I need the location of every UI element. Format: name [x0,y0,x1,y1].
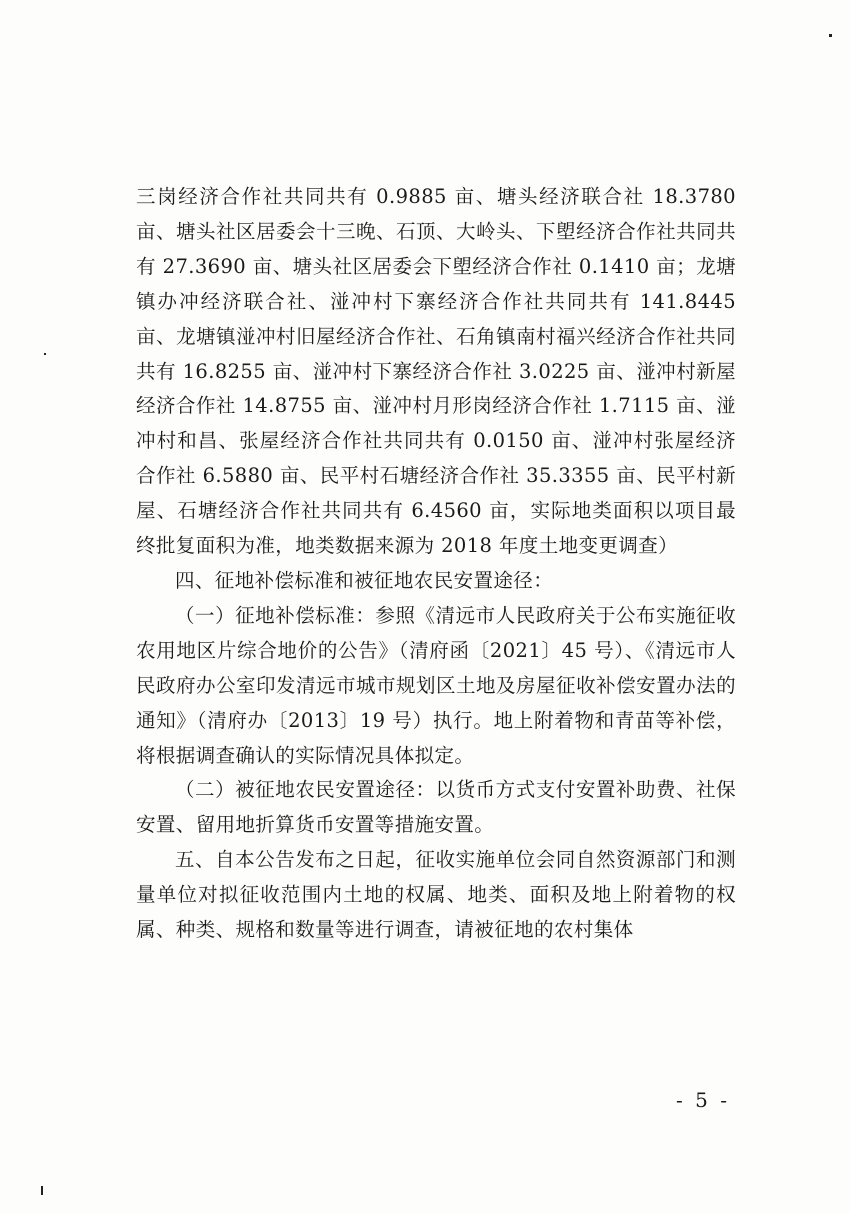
paragraph-resettlement-method: （二）被征地农民安置途径：以货币方式支付安置补助费、社保安置、留用地折算货币安置等措施安置。 [136,778,736,837]
scan-speck [41,1186,43,1195]
document-body [136,180,736,948]
section-heading-compensation: 四、征地补偿标准和被征地农民安置途径： [175,568,554,592]
paragraph-land-ownership: 三岗经济合作社共同共有 0.9885 亩、塘头经济联合社 18.3780 亩、塘头社区居委会十三晚、石顶、大岭头、下塱经济合作社共同共有 27.3690 亩、塘头社区居委会下塱经济合作社 0.1410 亩；龙塘镇办冲经济联合社、湴冲村下寨经济合作社共同共有 141.8445 亩、龙塘镇湴冲村旧屋经济合作社、石角镇南村福兴经济合作社共同共有 16.8255 亩、湴冲村下寨经济合作社 3.0225 亩、湴冲村新屋经济合作社 14.8755 亩、湴冲村月形岗经济合作社 1.7115 亩、湴冲村和昌、张屋经济合作社共同共有 0.0150 亩、湴冲村张屋经济合作社 6.5880 亩、民平村石塘经济合作社 35.3355 亩、民平村新屋、石塘经济合作社共同共有 6.4560 亩，实际地类面积以项目最终批复面积为准，地类数据来源为 2018 年度土地变更调查） [136,185,736,558]
scan-speck [829,34,832,37]
page-number: - 5 - [676,1088,730,1112]
scan-speck [44,353,46,355]
paragraph-survey-notice: 五、自本公告发布之日起，征收实施单位会同自然资源部门和测量单位对拟征收范围内土地的权属、地类、面积及地上附着物的权属、种类、规格和数量等进行调查，请被征地的农村集体 [136,848,736,942]
paragraph-compensation-standard: （一）征地补偿标准：参照《清远市人民政府关于公布实施征收农用地区片综合地价的公告》（清府函〔2021〕45 号）、《清远市人民政府办公室印发清远市城市规划区土地及房屋征收补偿安置办法的通知》（清府办〔2013〕19 号）执行。地上附着物和青苗等补偿，将根据调查确认的实际情况具体拟定。 [136,603,736,767]
